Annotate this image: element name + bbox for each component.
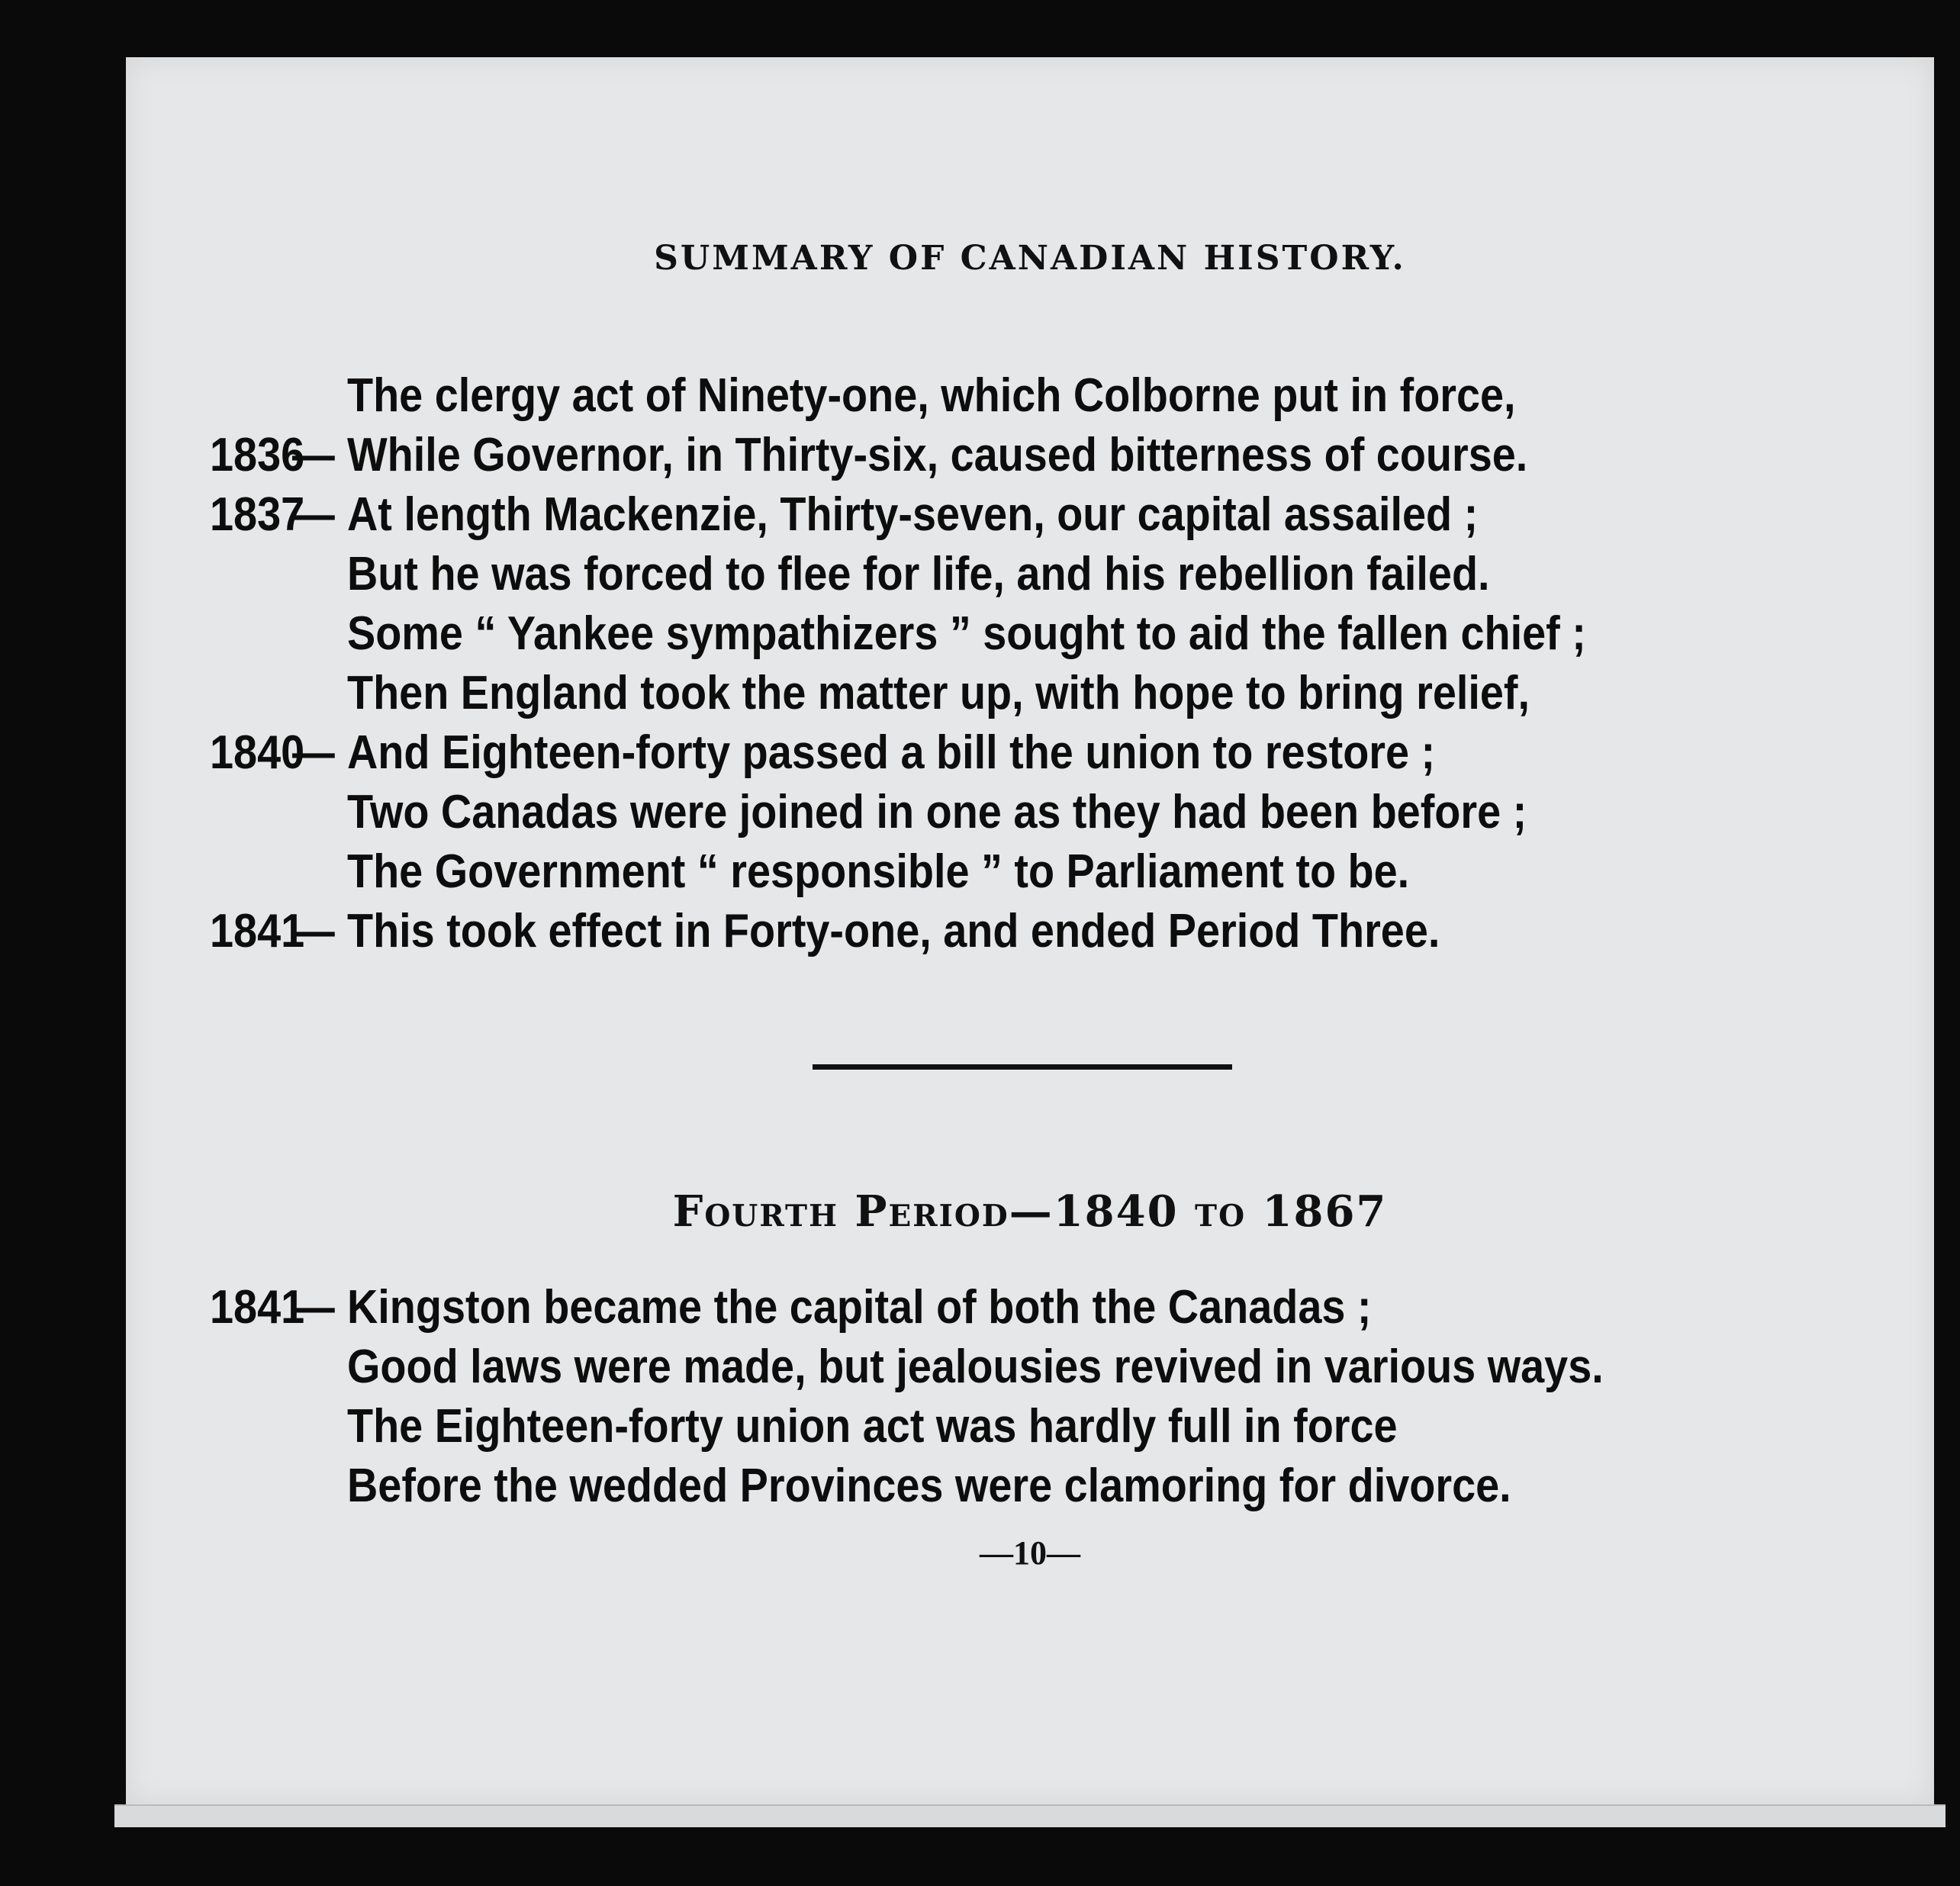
year-label: 1841 bbox=[210, 1281, 305, 1334]
year-dash: — bbox=[292, 1281, 335, 1334]
verse-text: Before the wedded Provinces were clamoring for divorce. bbox=[347, 1460, 1511, 1512]
page-number: —10— bbox=[980, 1534, 1080, 1572]
verse-text: Two Canadas were joined in one as they had been before ; bbox=[347, 786, 1527, 838]
verse-text: Then England took the matter up, with hope to bring relief, bbox=[347, 667, 1530, 719]
year-dash: — bbox=[292, 905, 335, 957]
verse-text: The Government “ responsible ” to Parliament to be. bbox=[347, 845, 1410, 898]
verse-text: But he was forced to flee for life, and his rebellion failed. bbox=[347, 548, 1490, 600]
page-edge bbox=[114, 1804, 1946, 1827]
year-dash: — bbox=[292, 726, 335, 779]
section-divider bbox=[813, 1064, 1232, 1070]
book-page bbox=[126, 57, 1934, 1804]
verse-text: And Eighteen-forty passed a bill the union to restore ; bbox=[347, 726, 1436, 779]
running-head: SUMMARY OF CANADIAN HISTORY. bbox=[654, 239, 1406, 278]
verse-text: The clergy act of Ninety-one, which Colborne put in force, bbox=[347, 369, 1516, 422]
verse-text: Kingston became the capital of both the Canadas ; bbox=[347, 1281, 1372, 1334]
verse-text: The Eighteen-forty union act was hardly full in force bbox=[347, 1400, 1398, 1453]
year-dash: — bbox=[292, 429, 335, 481]
verse-text: Good laws were made, but jealousies revived in various ways. bbox=[347, 1340, 1604, 1393]
section-heading: Fourth Period—1840 to 1867 bbox=[672, 1186, 1388, 1237]
year-label: 1836 bbox=[210, 429, 305, 481]
year-label: 1837 bbox=[210, 488, 305, 541]
verse-text: While Governor, in Thirty-six, caused bitterness of course. bbox=[347, 429, 1528, 481]
verse-text: This took effect in Forty-one, and ended Period Three. bbox=[347, 905, 1440, 957]
year-dash: — bbox=[292, 488, 335, 541]
year-label: 1841 bbox=[210, 905, 305, 957]
verse-text: Some “ Yankee sympathizers ” sought to aid the fallen chief ; bbox=[347, 607, 1586, 660]
year-label: 1840 bbox=[210, 726, 305, 779]
verse-text: At length Mackenzie, Thirty-seven, our capital assailed ; bbox=[347, 488, 1479, 541]
